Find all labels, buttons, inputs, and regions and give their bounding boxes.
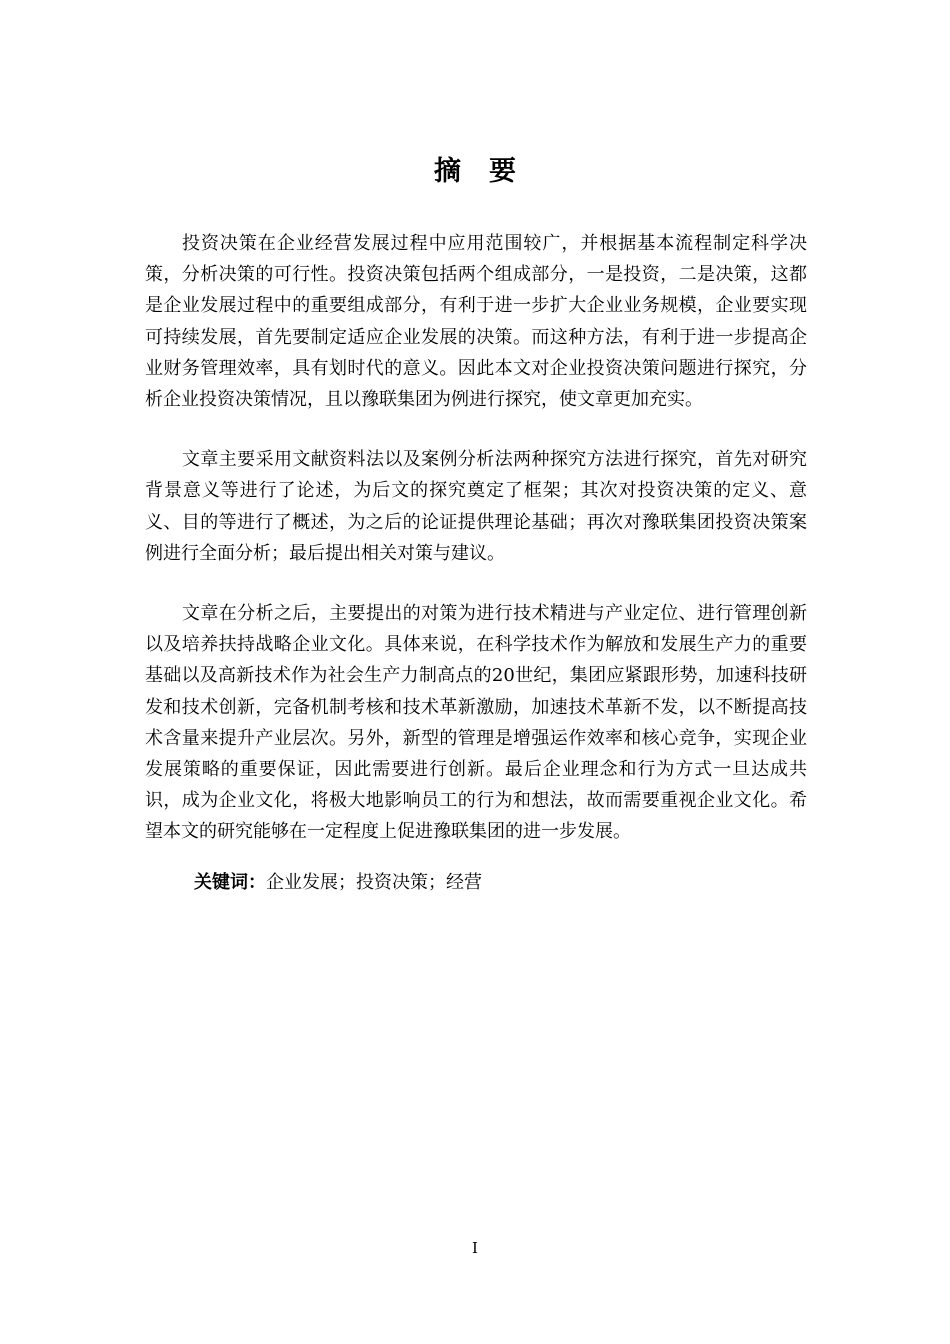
page-number: I — [472, 1239, 478, 1257]
keywords-line — [145, 867, 807, 898]
abstract-paragraph-1: 投资决策在企业经营发展过程中应用范围较广，并根据基本流程制定科学决策，分析决策的可行性。投资决策包括两个组成部分，一是投资，二是决策，这都是企业发展过程中的重要组成部分，有利于进一步扩大企业业务规模，企业要实现可持续发展，首先要制定适应企业发展的决策。而这种方法，有利于进一步提高企业财务管理效率，具有划时代的意义。因此本文对企业投资决策问题进行探究，分析企业投资决策情况，且以豫联集团为例进行探究，使文章更加充实。 — [145, 233, 807, 411]
abstract-body — [145, 228, 807, 898]
keywords-label: 关键词： — [194, 871, 266, 893]
abstract-paragraph-2: 文章主要采用文献资料法以及案例分析法两种探究方法进行探究，首先对研究背景意义等进行了论述，为后文的探究奠定了框架；其次对投资决策的定义、意义、目的等进行了概述，为之后的论证提供理论基础；再次对豫联集团投资决策案例进行全面分析；最后提出相关对策与建议。 — [145, 449, 807, 564]
keywords-value: 企业发展；投资决策；经营 — [266, 871, 482, 893]
abstract-paragraph-3: 文章在分析之后，主要提出的对策为进行技术精进与产业定位、进行管理创新以及培养扶持战略企业文化。具体来说，在科学技术作为解放和发展生产力的重要基础以及高新技术作为社会生产力制高点的20世纪，集团应紧跟形势，加速科技研发和技术创新，完备机制考核和技术革新激励，加速技术革新不发，以不断提高技术含量来提升产业层次。另外，新型的管理是增强运作效率和核心竞争，实现企业发展策略的重要保证，因此需要进行创新。最后企业理念和行为方式一旦达成共识，成为企业文化，将极大地影响员工的行为和想法，故而需要重视企业文化。希望本文的研究能够在一定程度上促进豫联集团的进一步发展。 — [145, 603, 807, 843]
abstract-heading: 摘要 — [434, 156, 544, 187]
